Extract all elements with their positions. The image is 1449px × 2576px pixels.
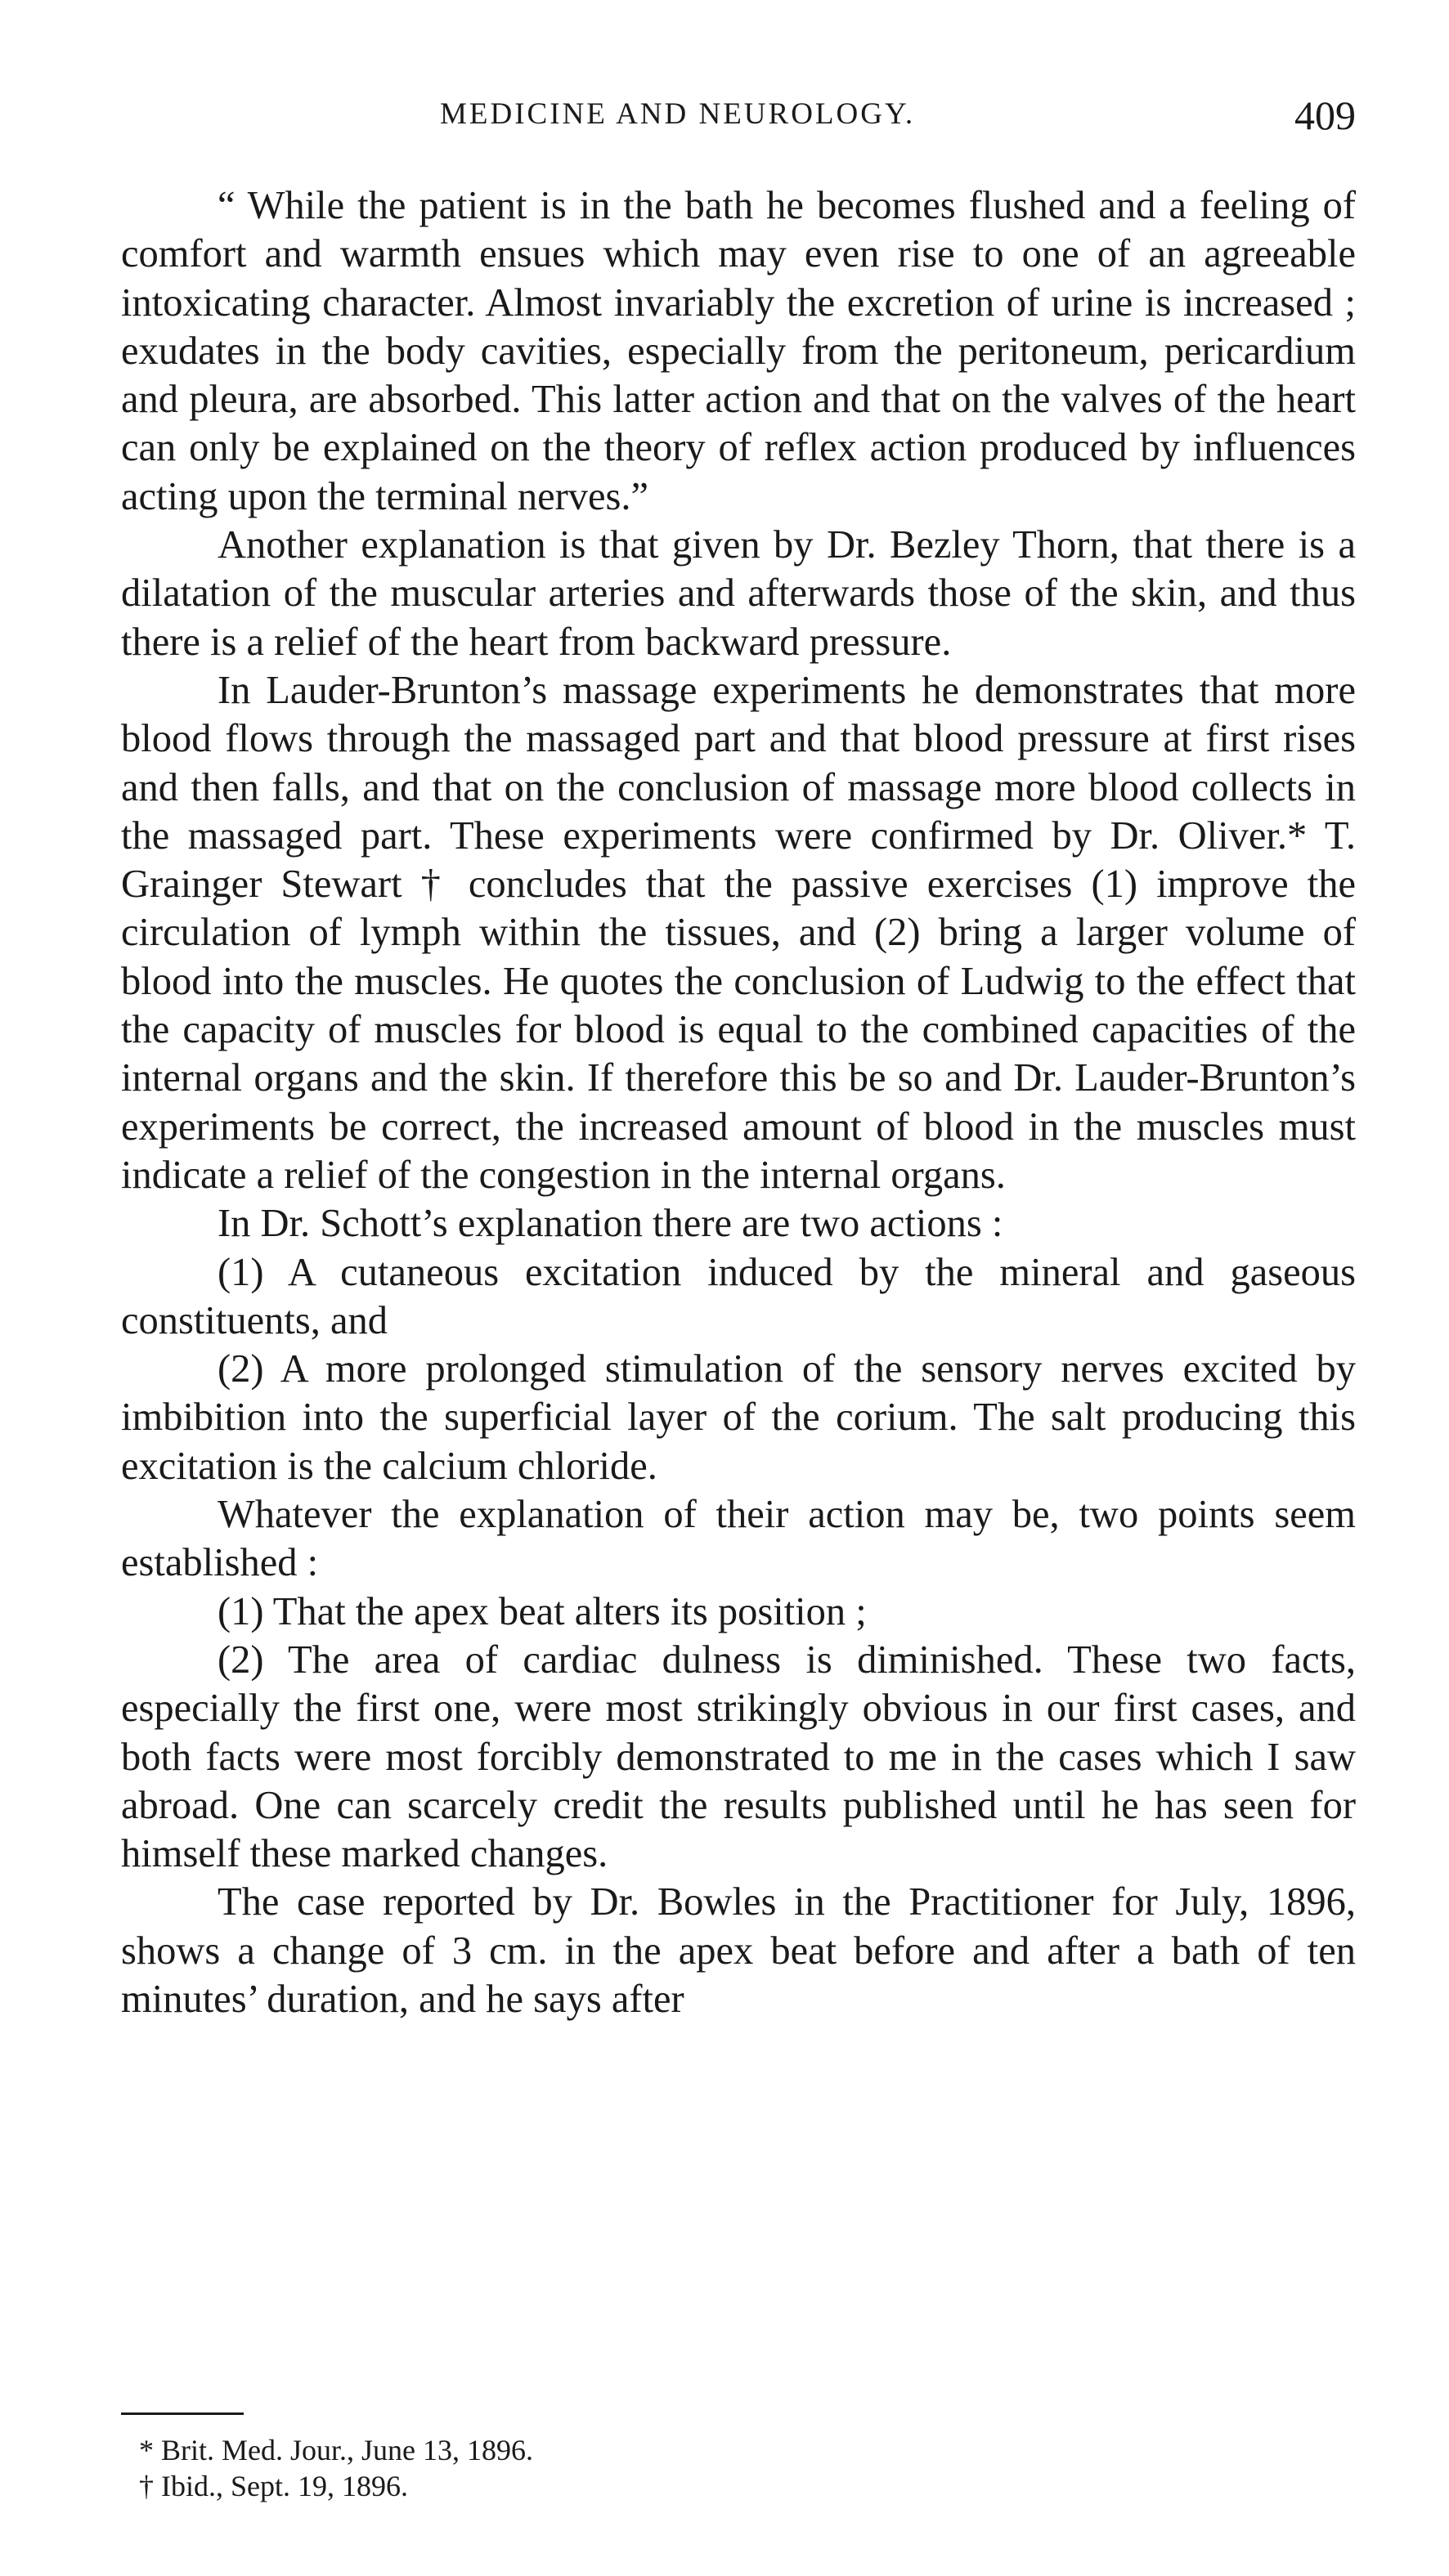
paragraph: In Lauder-Brunton’s massage experiments he demonstrates that more blood flows through the massaged part and that blood pressure at first rises and then falls, and that on the conclusion of massage more blood collects in the massaged part. These experiments were confirmed by Dr. Oliver.* T. Grainger Stewart † concludes that the passive exercises (1) improve the circulation of lymph within the tissues, and (2) bring a larger volume of blood into the muscles. He quotes the conclusion of Ludwig to the effect that the capacity of muscles for blood is equal to the combined capacities of the internal organs and the skin. If therefore this be so and Dr. Lauder-Brunton’s experiments be correct, the increased amount of blood in the muscles must indicate a relief of the congestion in the internal organs. [121, 668, 1356, 1197]
footnotes [139, 2432, 533, 2504]
paragraph-quote: “ While the patient is in the bath he becomes flushed and a feeling of comfort and warmth ensues which may even rise to one of an agreeable intoxicating character. Almost invariably the excretion of urine is increased ; exudates in the body cavities, especially from the peritoneum, pericardium and pleura, are absorbed. This latter action and that on the valves of the heart can only be explained on the theory of reflex action produced by influences acting upon the terminal nerves.” [121, 184, 1356, 518]
body-text [121, 181, 1356, 2023]
footnote-divider [121, 2412, 244, 2415]
paragraph: (1) A cutaneous excitation induced by the mineral and gaseous constituents, and [121, 1250, 1356, 1342]
running-head: MEDICINE AND NEUROLOGY. [440, 97, 916, 131]
paragraph: (2) A more prolonged stimulation of the sensory nerves excited by imbibition into the superficial layer of the corium. The salt producing this excitation is the calcium chloride. [121, 1347, 1356, 1488]
paragraph: Another explanation is that given by Dr. Bezley Thorn, that there is a dilatation of the muscular arteries and afterwards those of the skin, and thus there is a relief of the heart from backward pressure. [121, 523, 1356, 664]
paragraph: (2) The area of cardiac dulness is diminished. These two facts, especially the first one, were most strikingly obvious in our first cases, and both facts were most forcibly demonstrated to me in the cases which I saw abroad. One can scarcely credit the results published until he has seen for himself these marked changes. [121, 1637, 1356, 1876]
paragraph: (1) That the apex beat alters its position ; [218, 1589, 867, 1633]
page-number: 409 [1294, 92, 1356, 138]
paragraph: In Dr. Schott’s explanation there are two actions : [218, 1202, 1003, 1246]
paragraph: Whatever the explanation of their action may be, two points seem established : [121, 1493, 1356, 1585]
footnote: † Ibid., Sept. 19, 1896. [139, 2470, 408, 2502]
paragraph: The case reported by Dr. Bowles in the Practitioner for July, 1896, shows a change of 3 cm. in the apex beat before and after a bath of ten minutes’ duration, and he says after [121, 1880, 1356, 2021]
page-header [121, 92, 1356, 146]
footnote: * Brit. Med. Jour., June 13, 1896. [139, 2434, 533, 2466]
